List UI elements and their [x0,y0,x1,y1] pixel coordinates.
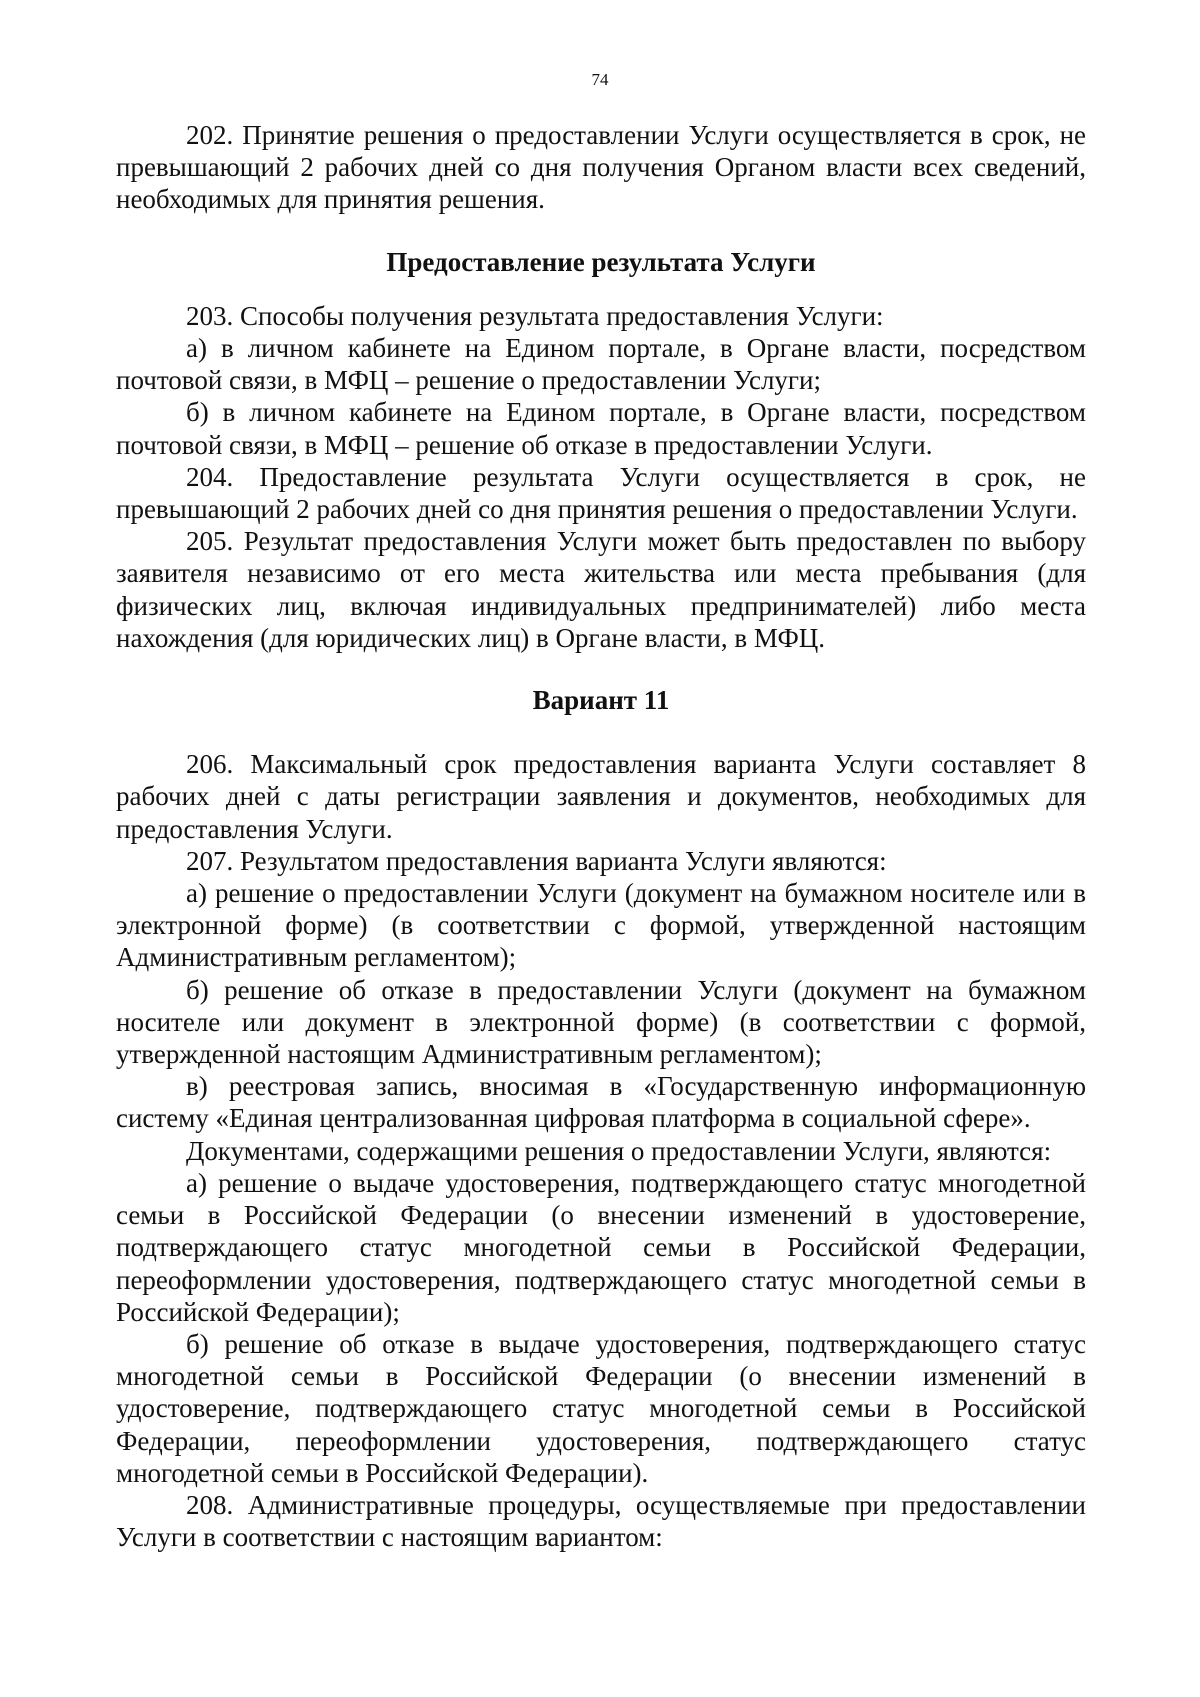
paragraph-207: 207. Результатом предоставления варианта Услуги являются: [186,845,887,876]
paragraph-207-b: б) решение об отказе в предоставлении Услуги (документ на бумажном носителе или документ в электронной форме) (в соответствии с формой, утвержденной настоящим Административным регламентом); [116,974,1086,1070]
paragraph-207-c: в) реестровая запись, вносимая в «Государственную информационную систему «Единая централизованная цифровая платформа в социальной сфере». [116,1071,1086,1134]
paragraph-207-a: а) решение о предоставлении Услуги (документ на бумажном носителе или в электронной форме) (в соответствии с формой, утвержденной настоящим Административным регламентом); [116,878,1086,973]
paragraph-203: 203. Способы получения результата предоставления Услуги: [186,300,884,331]
paragraph-decision-documents: Документами, содержащими решения о предоставлении Услуги, являются: [186,1135,1052,1166]
paragraph-203-b: б) в личном кабинете на Едином портале, в Органе власти, посредством почтовой связи, в МФЦ – решение об отказе в предоставлении Услуги. [116,397,1086,460]
paragraph-203-a: а) в личном кабинете на Едином портале, в Органе власти, посредством почтовой связи, в МФЦ – решение о предоставлении Услуги; [116,333,1086,396]
page-number: 74 [591,70,609,89]
paragraph-202: 202. Принятие решения о предоставлении Услуги осуществляется в срок, не превышающий 2 рабочих дней со дня получения Органом власти всех сведений, необходимых для принятия решения. [116,120,1086,215]
paragraph-documents-a: а) решение о выдаче удостоверения, подтверждающего статус многодетной семьи в Российской Федерации (о внесении изменений в удостоверение, подтверждающего статус многодетной семьи в Российской Федерации, переоформлении удостоверения, подтверждающего статус многодетной семьи в Российской Федерации); [116,1167,1086,1327]
document-body [116,119,1086,1553]
paragraph-208: 208. Административные процедуры, осуществляемые при предоставлении Услуги в соответствии с настоящим вариантом: [116,1489,1086,1553]
section-heading-variant-11: Вариант 11 [532,685,670,716]
section-heading-result: Предоставление результата Услуги [386,246,816,277]
paragraph-204: 204. Предоставление результата Услуги осуществляется в срок, не превышающий 2 рабочих дней со дня принятия решения о предоставлении Услуги. [116,461,1086,525]
paragraph-206: 206. Максимальный срок предоставления варианта Услуги составляет 8 рабочих дней с даты регистрации заявления и документов, необходимых для предоставления Услуги. [116,749,1086,844]
paragraph-205: 205. Результат предоставления Услуги может быть предоставлен по выбору заявителя независимо от его места жительства или места пребывания (для физических лиц, включая индивидуальных предпринимателей) либо места нахождения (для юридических лиц) в Органе власти, в МФЦ. [116,526,1086,653]
paragraph-documents-b: б) решение об отказе в выдаче удостоверения, подтверждающего статус многодетной семьи в Российской Федерации (о внесении изменений в удостоверение, подтверждающего статус многодетной семьи в Российской Федерации, переоформлении удостоверения, подтверждающего статус многодетной семьи в Российской Федерации). [116,1328,1086,1488]
